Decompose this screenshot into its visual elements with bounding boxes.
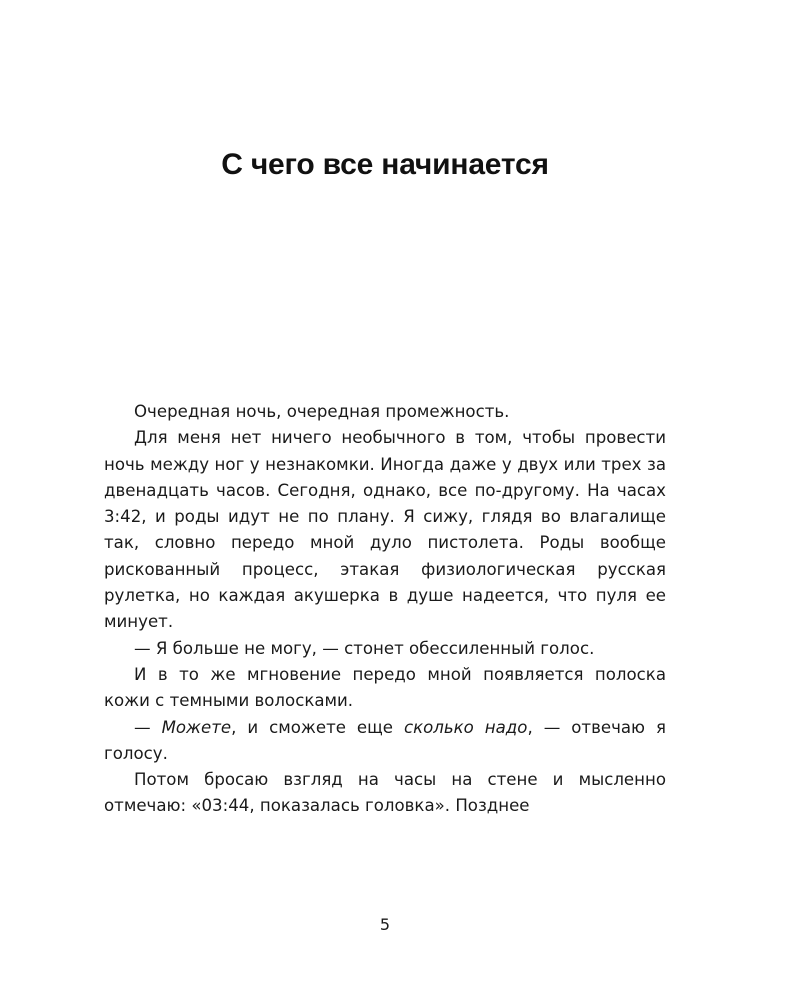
paragraph	[104, 715, 666, 768]
text-run: , — отвечаю я голосу.	[104, 717, 666, 763]
text-run: —	[134, 717, 162, 737]
paragraph	[104, 425, 666, 635]
paragraph	[104, 636, 666, 662]
paragraph	[104, 399, 666, 425]
italic-text-run: сколько надо	[403, 717, 528, 737]
italic-text-run: Можете	[161, 717, 232, 737]
page-number: 5	[379, 915, 391, 934]
text-run: Очередная ночь, очередная промежность.	[134, 402, 510, 421]
paragraph	[104, 767, 666, 820]
paragraph	[104, 662, 666, 715]
text-run: Для меня нет ничего необычного в том, чтобы провести ночь между ног у незнакомки. Иногда даже у двух или трех за двенадцать часов. Сегодня, однако, все по-другому. На часах 3:42, и роды идут не по плану. Я сижу, глядя во влагалище так, словно передо мной дуло пистолета. Роды вообще рискованный процесс, этакая физиологическая русская рулетка, но каждая акушерка в душе надеется, что пуля ее минует.	[104, 428, 666, 632]
text-run: — Я больше не могу, — стонет обессиленный голос.	[134, 638, 595, 658]
body-text	[104, 399, 666, 820]
text-run: И в то же мгновение передо мной появляется полоска кожи с темными волосками.	[104, 664, 666, 711]
chapter-title: С чего все начинается	[221, 148, 549, 182]
text-run: Потом бросаю взгляд на часы на стене и мысленно отмечаю: «03:44, показалась головка». Позднее	[104, 770, 666, 816]
text-run: , и сможете еще	[231, 717, 404, 737]
